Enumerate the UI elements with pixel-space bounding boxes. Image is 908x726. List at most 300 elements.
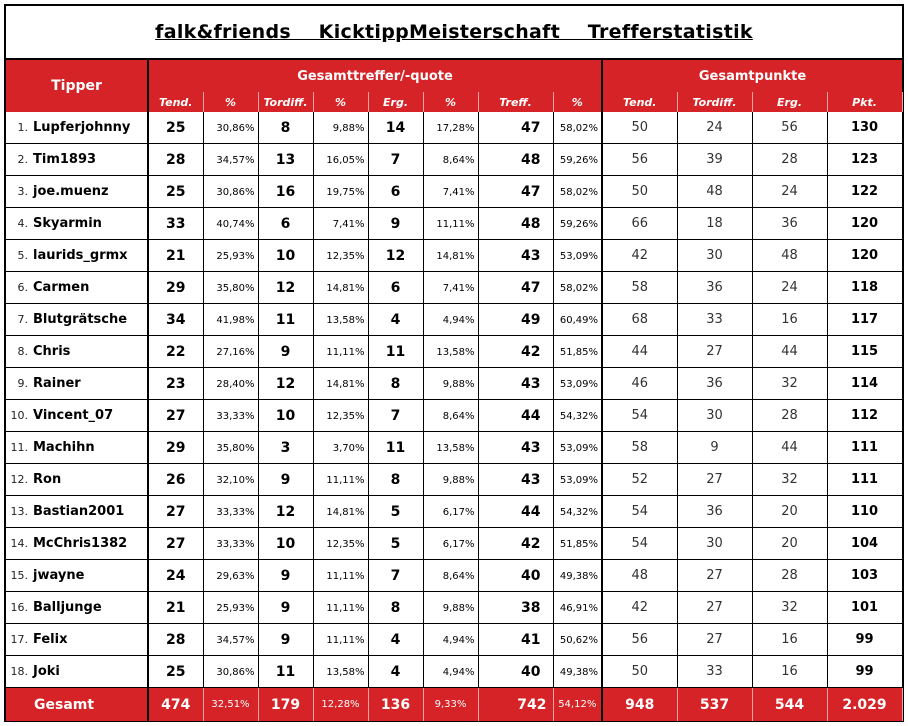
- cell-treff-pct-value: 51,85%: [559, 539, 599, 550]
- cell-points-pkt: [827, 528, 902, 560]
- cell-points-tordiff-value: 30: [706, 248, 723, 263]
- rank-number: 16.: [10, 601, 28, 614]
- rank-number: 17.: [10, 633, 28, 646]
- table-row: [6, 528, 902, 560]
- cell-treff-pct: [553, 464, 602, 496]
- stats-table: [6, 60, 903, 721]
- cell-erg-pct-value: 8,64%: [442, 411, 475, 422]
- cell-erg: [368, 528, 423, 560]
- cell-points-tend-value: 58: [631, 280, 649, 295]
- cell-erg-pct-value: 4,94%: [442, 635, 475, 646]
- tipper-cell: [6, 304, 148, 336]
- tipper-name: laurids_grmx: [33, 248, 128, 263]
- cell-tordiff-value: 12: [275, 503, 296, 520]
- cell-points-pkt-value: 112: [850, 408, 879, 423]
- cell-points-erg-value: 16: [781, 312, 798, 327]
- cell-erg-pct-value: 9,88%: [442, 379, 475, 390]
- cell-points-tend: [602, 304, 677, 336]
- cell-treff-pct: [553, 208, 602, 240]
- cell-tordiff-pct: [313, 560, 368, 592]
- cell-points-erg: [752, 368, 827, 400]
- cell-points-tordiff-value: 30: [706, 408, 723, 423]
- cell-points-tend-value: 52: [631, 472, 649, 487]
- cell-tordiff: [258, 336, 313, 368]
- tipper-cell: [6, 656, 148, 688]
- cell-tordiff-pct: [313, 368, 368, 400]
- cell-points-tordiff-value: 33: [706, 312, 723, 327]
- col-header-points-tordiff: Tordiff.: [677, 92, 752, 112]
- cell-erg: [368, 144, 423, 176]
- cell-erg-pct: [423, 304, 478, 336]
- rank-number: 13.: [10, 505, 28, 518]
- cell-treff-pct: [553, 304, 602, 336]
- rank-number: 12.: [10, 473, 28, 486]
- cell-points-tend-value: 50: [631, 664, 649, 679]
- cell-tordiff-value: 3: [280, 439, 291, 456]
- cell-tordiff-pct-value: 14,81%: [326, 507, 365, 518]
- cell-points-tordiff-value: 30: [706, 536, 723, 551]
- cell-tordiff-pct: [313, 208, 368, 240]
- cell-points-tordiff: [677, 624, 752, 656]
- total-points-tend: 948: [602, 688, 677, 722]
- cell-tend-pct: [203, 336, 258, 368]
- cell-tend-value: 25: [166, 183, 186, 200]
- cell-points-pkt: [827, 464, 902, 496]
- cell-points-erg: [752, 336, 827, 368]
- cell-erg-pct: [423, 496, 478, 528]
- cell-tordiff-value: 13: [275, 151, 296, 168]
- tipper-cell: [6, 432, 148, 464]
- cell-points-tend-value: 68: [631, 312, 649, 327]
- cell-tordiff-pct-value: 12,35%: [326, 251, 365, 262]
- cell-treff: [478, 624, 553, 656]
- rank-number: 7.: [17, 313, 28, 326]
- table-row: [6, 272, 902, 304]
- total-row: [6, 688, 902, 722]
- cell-points-tend-value: 56: [631, 632, 649, 647]
- tipper-cell: [6, 624, 148, 656]
- cell-tordiff-pct: [313, 272, 368, 304]
- cell-points-erg-value: 36: [781, 216, 798, 231]
- cell-points-tend: [602, 528, 677, 560]
- cell-tend: [148, 496, 203, 528]
- cell-treff-pct: [553, 496, 602, 528]
- total-tend: 474: [148, 688, 203, 722]
- cell-points-tend: [602, 464, 677, 496]
- cell-tend: [148, 560, 203, 592]
- cell-points-erg: [752, 144, 827, 176]
- cell-tend: [148, 240, 203, 272]
- col-header-erg-pct: %: [423, 92, 478, 112]
- cell-erg-pct: [423, 144, 478, 176]
- cell-points-erg-value: 56: [781, 120, 798, 135]
- tipper-name: Chris: [33, 344, 71, 359]
- cell-points-erg: [752, 304, 827, 336]
- table-row: [6, 656, 902, 688]
- cell-treff: [478, 464, 553, 496]
- cell-points-tordiff: [677, 496, 752, 528]
- cell-erg-pct-value: 8,64%: [442, 155, 475, 166]
- tipper-name: Bastian2001: [33, 504, 125, 519]
- cell-treff-value: 48: [521, 215, 541, 232]
- cell-points-tend-value: 44: [631, 344, 649, 359]
- cell-treff-pct-value: 54,32%: [559, 411, 599, 422]
- tipper-cell: [6, 464, 148, 496]
- cell-points-tordiff: [677, 208, 752, 240]
- rank-number: 14.: [10, 537, 28, 550]
- cell-points-pkt: [827, 560, 902, 592]
- cell-points-tordiff: [677, 304, 752, 336]
- col-header-erg: Erg.: [368, 92, 423, 112]
- cell-points-pkt-value: 123: [850, 152, 879, 167]
- cell-treff-pct: [553, 656, 602, 688]
- table-row: [6, 592, 902, 624]
- cell-points-pkt-value: 101: [850, 600, 879, 615]
- cell-tordiff-value: 11: [275, 663, 296, 680]
- cell-erg-value: 6: [390, 279, 401, 296]
- cell-points-pkt-value: 117: [850, 312, 879, 327]
- cell-points-pkt: [827, 432, 902, 464]
- cell-tordiff-value: 9: [280, 471, 291, 488]
- cell-points-tordiff: [677, 592, 752, 624]
- cell-points-erg: [752, 464, 827, 496]
- cell-points-erg: [752, 496, 827, 528]
- cell-tend: [148, 176, 203, 208]
- col-header-tend: Tend.: [148, 92, 203, 112]
- cell-points-tordiff-value: 27: [706, 472, 723, 487]
- cell-tend-pct: [203, 432, 258, 464]
- cell-points-tordiff: [677, 176, 752, 208]
- cell-points-erg-value: 32: [781, 472, 798, 487]
- cell-points-tend: [602, 656, 677, 688]
- cell-treff-pct-value: 50,62%: [559, 635, 599, 646]
- cell-points-pkt-value: 120: [850, 248, 879, 263]
- cell-treff-pct: [553, 336, 602, 368]
- cell-erg-value: 6: [390, 183, 401, 200]
- cell-points-tordiff: [677, 400, 752, 432]
- cell-tordiff: [258, 592, 313, 624]
- cell-points-tend: [602, 272, 677, 304]
- cell-points-tordiff: [677, 464, 752, 496]
- table-row: [6, 368, 902, 400]
- cell-tend-pct: [203, 368, 258, 400]
- cell-treff: [478, 144, 553, 176]
- cell-points-pkt: [827, 400, 902, 432]
- cell-points-tend: [602, 112, 677, 144]
- cell-tend-pct-value: 35,80%: [216, 283, 255, 294]
- cell-treff-pct: [553, 112, 602, 144]
- cell-erg-value: 4: [390, 663, 401, 680]
- cell-points-tordiff-value: 27: [706, 344, 723, 359]
- cell-treff-pct-value: 58,02%: [559, 187, 599, 198]
- cell-treff-value: 44: [521, 407, 541, 424]
- cell-erg: [368, 432, 423, 464]
- cell-erg: [368, 560, 423, 592]
- col-header-points-tend: Tend.: [602, 92, 677, 112]
- cell-tordiff-value: 11: [275, 311, 296, 328]
- cell-tordiff: [258, 624, 313, 656]
- cell-points-tend: [602, 176, 677, 208]
- cell-points-pkt: [827, 592, 902, 624]
- cell-erg-pct-value: 9,88%: [442, 603, 475, 614]
- rank-number: 15.: [10, 569, 28, 582]
- cell-tordiff-pct: [313, 464, 368, 496]
- cell-tend-value: 28: [166, 631, 186, 648]
- cell-tordiff-pct-value: 11,11%: [326, 635, 365, 646]
- cell-points-tordiff: [677, 240, 752, 272]
- cell-tordiff: [258, 176, 313, 208]
- cell-tordiff-pct-value: 19,75%: [326, 187, 365, 198]
- cell-tordiff-pct: [313, 176, 368, 208]
- cell-treff-pct-value: 58,02%: [559, 283, 599, 294]
- cell-erg: [368, 624, 423, 656]
- cell-tend-value: 24: [166, 567, 186, 584]
- cell-points-tordiff: [677, 432, 752, 464]
- cell-tend-value: 27: [166, 407, 186, 424]
- cell-points-erg: [752, 624, 827, 656]
- cell-tend-pct: [203, 304, 258, 336]
- cell-tordiff-pct-value: 9,88%: [332, 123, 365, 134]
- cell-tordiff-pct: [313, 400, 368, 432]
- cell-tordiff-value: 9: [280, 631, 291, 648]
- cell-tend-pct: [203, 464, 258, 496]
- cell-points-tend: [602, 432, 677, 464]
- cell-erg-value: 4: [390, 311, 401, 328]
- cell-tend-pct: [203, 528, 258, 560]
- cell-tordiff-value: 12: [275, 375, 296, 392]
- cell-treff-value: 48: [521, 151, 541, 168]
- cell-erg-value: 7: [390, 407, 401, 424]
- tipper-cell: [6, 112, 148, 144]
- cell-treff-value: 43: [521, 375, 541, 392]
- cell-tordiff-pct: [313, 528, 368, 560]
- tipper-cell: [6, 496, 148, 528]
- cell-treff-value: 44: [521, 503, 541, 520]
- cell-erg-pct: [423, 272, 478, 304]
- cell-erg-pct: [423, 464, 478, 496]
- cell-points-tend: [602, 144, 677, 176]
- cell-points-erg-value: 32: [781, 600, 798, 615]
- tipper-name: Ron: [33, 472, 62, 487]
- cell-points-tend-value: 54: [631, 536, 649, 551]
- cell-erg-value: 5: [390, 503, 401, 520]
- cell-tend-value: 28: [166, 151, 186, 168]
- cell-tordiff-pct-value: 7,41%: [332, 219, 365, 230]
- cell-erg-pct: [423, 240, 478, 272]
- cell-points-pkt-value: 99: [855, 632, 874, 647]
- cell-tordiff-value: 16: [275, 183, 296, 200]
- cell-points-tordiff-value: 9: [710, 440, 719, 455]
- tipper-name: Rainer: [33, 376, 81, 391]
- total-points-tordiff: 537: [677, 688, 752, 722]
- title-bar: [6, 6, 902, 60]
- cell-treff: [478, 112, 553, 144]
- cell-erg-pct: [423, 592, 478, 624]
- rank-number: 8.: [17, 345, 28, 358]
- cell-points-erg: [752, 432, 827, 464]
- cell-points-tend-value: 50: [631, 120, 649, 135]
- tipper-name: Tim1893: [33, 152, 97, 167]
- cell-points-tend: [602, 368, 677, 400]
- cell-points-pkt: [827, 368, 902, 400]
- cell-points-pkt-value: 115: [850, 344, 879, 359]
- cell-points-tend: [602, 624, 677, 656]
- cell-treff-value: 43: [521, 439, 541, 456]
- cell-treff: [478, 336, 553, 368]
- cell-erg: [368, 400, 423, 432]
- cell-points-tordiff-value: 36: [706, 376, 723, 391]
- tipper-name: jwayne: [33, 568, 85, 583]
- cell-points-pkt: [827, 240, 902, 272]
- cell-treff-pct-value: 59,26%: [559, 219, 599, 230]
- cell-tordiff-value: 8: [280, 119, 291, 136]
- cell-points-erg-value: 16: [781, 664, 798, 679]
- cell-tordiff: [258, 432, 313, 464]
- cell-erg-pct-value: 8,64%: [442, 571, 475, 582]
- cell-treff-pct: [553, 176, 602, 208]
- cell-erg-pct: [423, 400, 478, 432]
- table-row: [6, 496, 902, 528]
- cell-tend: [148, 112, 203, 144]
- cell-tend-pct-value: 33,33%: [216, 411, 255, 422]
- table-row: [6, 112, 902, 144]
- tipper-name: Carmen: [33, 280, 90, 295]
- cell-treff-value: 41: [521, 631, 541, 648]
- cell-tordiff-pct-value: 14,81%: [326, 379, 365, 390]
- rank-number: 11.: [10, 441, 28, 454]
- cell-tend: [148, 656, 203, 688]
- cell-points-pkt: [827, 144, 902, 176]
- col-header-tend-pct: %: [203, 92, 258, 112]
- cell-tordiff: [258, 240, 313, 272]
- cell-points-tend-value: 42: [631, 600, 649, 615]
- cell-erg-pct: [423, 176, 478, 208]
- total-points-erg: 544: [752, 688, 827, 722]
- table-row: [6, 208, 902, 240]
- cell-treff-value: 42: [521, 535, 541, 552]
- cell-tend-pct-value: 25,93%: [216, 251, 255, 262]
- tipper-cell: [6, 400, 148, 432]
- cell-erg-pct-value: 9,88%: [442, 475, 475, 486]
- cell-treff-pct-value: 58,02%: [559, 123, 599, 134]
- col-header-treff-pct: %: [553, 92, 602, 112]
- cell-treff-value: 43: [521, 247, 541, 264]
- cell-points-tordiff: [677, 560, 752, 592]
- tipper-cell: [6, 560, 148, 592]
- cell-points-erg: [752, 112, 827, 144]
- cell-points-pkt-value: 114: [850, 376, 879, 391]
- cell-treff-pct: [553, 624, 602, 656]
- cell-points-tend-value: 42: [631, 248, 649, 263]
- cell-points-tordiff: [677, 112, 752, 144]
- cell-treff-pct-value: 53,09%: [559, 379, 599, 390]
- cell-points-tordiff-value: 27: [706, 632, 723, 647]
- cell-points-tordiff: [677, 368, 752, 400]
- col-header-tordiff: Tordiff.: [258, 92, 313, 112]
- cell-points-tend-value: 54: [631, 408, 649, 423]
- cell-points-tend: [602, 400, 677, 432]
- col-header-points-pkt: Pkt.: [827, 92, 902, 112]
- cell-tend-pct-value: 33,33%: [216, 539, 255, 550]
- cell-tend-pct-value: 30,86%: [216, 123, 255, 134]
- cell-treff-pct-value: 53,09%: [559, 251, 599, 262]
- cell-points-pkt-value: 122: [850, 184, 879, 199]
- cell-points-tend-value: 54: [631, 504, 649, 519]
- cell-erg-pct-value: 7,41%: [442, 187, 475, 198]
- tipper-cell: [6, 208, 148, 240]
- cell-erg-value: 8: [390, 599, 401, 616]
- cell-tend-pct-value: 35,80%: [216, 443, 255, 454]
- cell-tend-pct-value: 25,93%: [216, 603, 255, 614]
- cell-erg-value: 8: [390, 471, 401, 488]
- table-row: [6, 240, 902, 272]
- cell-tordiff-pct: [313, 336, 368, 368]
- cell-treff: [478, 400, 553, 432]
- cell-tordiff-pct: [313, 656, 368, 688]
- cell-tordiff-pct: [313, 624, 368, 656]
- cell-erg-value: 4: [390, 631, 401, 648]
- cell-tend-value: 33: [166, 215, 186, 232]
- cell-erg-pct-value: 17,28%: [436, 123, 475, 134]
- cell-tordiff-pct: [313, 432, 368, 464]
- cell-tordiff-value: 9: [280, 567, 291, 584]
- cell-points-pkt: [827, 272, 902, 304]
- cell-erg-pct: [423, 656, 478, 688]
- cell-tordiff-value: 9: [280, 343, 291, 360]
- cell-tend-value: 21: [166, 247, 186, 264]
- cell-tend-pct-value: 40,74%: [216, 219, 255, 230]
- cell-points-pkt-value: 111: [850, 472, 879, 487]
- cell-erg-value: 12: [385, 247, 406, 264]
- rank-number: 5.: [17, 249, 28, 262]
- cell-points-tend: [602, 240, 677, 272]
- cell-treff-value: 42: [521, 343, 541, 360]
- cell-tordiff: [258, 528, 313, 560]
- cell-points-erg-value: 24: [781, 184, 798, 199]
- cell-tordiff-pct: [313, 496, 368, 528]
- cell-points-erg: [752, 208, 827, 240]
- cell-tordiff-value: 10: [275, 247, 296, 264]
- cell-tend-value: 26: [166, 471, 186, 488]
- cell-erg-pct: [423, 528, 478, 560]
- cell-tend-pct: [203, 656, 258, 688]
- cell-tend: [148, 464, 203, 496]
- cell-erg: [368, 336, 423, 368]
- cell-points-erg-value: 32: [781, 376, 798, 391]
- cell-treff-pct-value: 49,38%: [559, 667, 599, 678]
- cell-erg-pct-value: 7,41%: [442, 283, 475, 294]
- cell-tend-pct-value: 30,86%: [216, 667, 255, 678]
- cell-tend-pct-value: 33,33%: [216, 507, 255, 518]
- cell-tordiff: [258, 464, 313, 496]
- cell-treff-pct-value: 53,09%: [559, 475, 599, 486]
- cell-tend-pct-value: 41,98%: [216, 315, 255, 326]
- cell-erg: [368, 304, 423, 336]
- total-treff-pct: 54,12%: [553, 688, 602, 722]
- cell-tordiff-value: 10: [275, 535, 296, 552]
- cell-points-pkt-value: 120: [850, 216, 879, 231]
- total-erg-pct: 9,33%: [423, 688, 478, 722]
- cell-erg: [368, 176, 423, 208]
- cell-erg: [368, 240, 423, 272]
- table-row: [6, 176, 902, 208]
- cell-tordiff: [258, 496, 313, 528]
- cell-erg-pct-value: 14,81%: [436, 251, 475, 262]
- total-tordiff: 179: [258, 688, 313, 722]
- group-header-treffer: Gesamttreffer/-quote: [148, 60, 602, 92]
- cell-points-tend-value: 50: [631, 184, 649, 199]
- cell-points-erg: [752, 656, 827, 688]
